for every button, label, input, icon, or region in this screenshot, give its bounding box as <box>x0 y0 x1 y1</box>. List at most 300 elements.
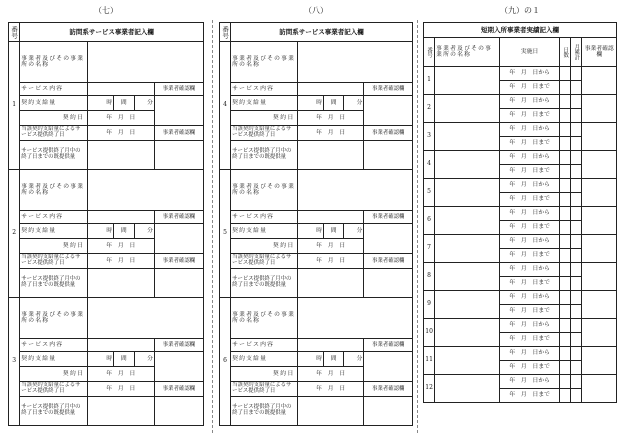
day-label: 日 <box>129 370 136 377</box>
date-from-field[interactable]: 年 月 日から <box>500 179 560 193</box>
contract-date-field[interactable] <box>87 367 154 382</box>
provider-name-field[interactable] <box>435 123 500 151</box>
block-row <box>9 126 204 141</box>
minutes-field[interactable] <box>344 224 364 239</box>
date-to-field[interactable]: 年 月 日まで <box>500 81 560 95</box>
day-label: 日 <box>129 114 136 121</box>
record-number: 5 <box>424 179 435 207</box>
day-count-field[interactable] <box>560 291 571 305</box>
confirm-field[interactable] <box>582 179 617 207</box>
block-row <box>220 170 413 211</box>
day-count-field[interactable] <box>560 221 571 235</box>
monthly-total-field[interactable] <box>571 333 582 347</box>
day-count-field[interactable] <box>560 95 571 109</box>
confirm-field[interactable] <box>364 397 413 426</box>
minute-label: 分 <box>356 227 363 234</box>
day-count-header: 日数 <box>560 38 571 67</box>
year-label: 年 <box>106 129 113 136</box>
day-count-field[interactable] <box>560 81 571 95</box>
confirm-header: 事業者確認欄 <box>154 83 203 96</box>
block-row <box>220 339 413 352</box>
year-label: 年 <box>316 370 322 377</box>
provider-name-field[interactable] <box>435 291 500 319</box>
confirm-field[interactable] <box>364 141 413 170</box>
record-row <box>424 319 617 333</box>
day-label: 日 <box>339 129 346 136</box>
confirm-header: 事業者確認欄 <box>364 126 413 141</box>
day-label: 日 <box>129 242 136 249</box>
panel-heading: （九）の１ <box>500 6 540 15</box>
monthly-total-field[interactable] <box>571 347 582 361</box>
service-content-field[interactable] <box>297 339 364 352</box>
provided-amount-field[interactable] <box>297 141 364 170</box>
date-to-field[interactable]: 年 月 日まで <box>500 109 560 123</box>
service-content-label: サービス内容 <box>231 211 298 224</box>
hours-field[interactable] <box>87 96 114 111</box>
confirm-header: 事業者確認欄 <box>364 382 413 397</box>
date-from-field[interactable]: 年 月 日から <box>500 95 560 109</box>
minutes-field[interactable] <box>134 224 154 239</box>
provided-amount-field[interactable] <box>87 269 154 298</box>
monthly-total-field[interactable] <box>571 81 582 95</box>
month-label: 月 <box>327 114 334 121</box>
block-row <box>9 382 204 397</box>
month-label: 月 <box>117 129 124 136</box>
end-date-label: 当該契約支給量によるサービス提供終了日 <box>20 382 87 397</box>
provided-amount-label: サービス提供終了月中の終了日までの既提供量 <box>231 141 298 170</box>
record-row <box>424 347 617 361</box>
day-label: 日 <box>129 257 136 264</box>
day-count-field[interactable] <box>560 109 571 123</box>
hour-label: 時 <box>106 355 113 362</box>
provided-amount-label: サービス提供終了月中の終了日までの既提供量 <box>20 397 87 426</box>
contract-date-field[interactable] <box>297 111 364 126</box>
form-title: 短期入所事業者実績記入欄 <box>424 23 617 38</box>
block-row <box>220 352 413 367</box>
header-row <box>424 23 617 38</box>
confirm-field[interactable] <box>364 352 413 382</box>
month-label: 月 <box>327 257 334 264</box>
monthly-total-field[interactable] <box>571 277 582 291</box>
day-label: 日 <box>339 114 346 121</box>
confirm-field[interactable] <box>582 319 617 347</box>
day-count-field[interactable] <box>560 319 571 333</box>
confirm-field[interactable] <box>582 151 617 179</box>
contract-date-label: 契約日 <box>231 367 298 382</box>
day-count-field[interactable] <box>560 179 571 193</box>
block-number: 3 <box>9 298 20 426</box>
month-label: 月 <box>117 385 124 392</box>
service-content-field[interactable] <box>87 339 154 352</box>
provided-amount-label: サービス提供終了月中の終了日までの既提供量 <box>20 269 87 298</box>
date-to-field[interactable]: 年 月 日まで <box>500 249 560 263</box>
block-row <box>9 141 204 170</box>
contract-date-label: 契約日 <box>20 239 87 254</box>
monthly-total-field[interactable] <box>571 109 582 123</box>
hour-label: 時 <box>316 99 323 106</box>
record-row <box>424 123 617 137</box>
end-date-field[interactable] <box>87 254 154 269</box>
confirm-field[interactable] <box>364 269 413 298</box>
day-count-field[interactable] <box>560 277 571 291</box>
record-number: 12 <box>424 375 435 403</box>
date-from-field[interactable]: 年 月 日から <box>500 67 560 81</box>
day-count-field[interactable] <box>560 305 571 319</box>
hours-field[interactable] <box>297 96 323 111</box>
hours-suffix: 間 <box>324 96 344 111</box>
provider-name-field[interactable] <box>87 170 203 211</box>
form-title: 訪問系サービス事業者記入欄 <box>231 23 413 42</box>
date-from-field[interactable]: 年 月 日から <box>500 123 560 137</box>
service-content-field[interactable] <box>87 211 154 224</box>
year-label: 年 <box>316 242 322 249</box>
contract-amount-label: 契約支給量 <box>231 96 298 111</box>
date-to-field[interactable]: 年 月 日まで <box>500 221 560 235</box>
provided-amount-label: サービス提供終了月中の終了日までの既提供量 <box>231 397 298 426</box>
minutes-field[interactable] <box>344 352 364 367</box>
provided-amount-field[interactable] <box>87 141 154 170</box>
form-title: 訪問系サービス事業者記入欄 <box>20 23 204 42</box>
panel-9-1 <box>423 0 617 403</box>
end-date-field[interactable] <box>87 382 154 397</box>
provider-name-field[interactable] <box>435 67 500 95</box>
day-label: 日 <box>129 129 136 136</box>
service-content-label: サービス内容 <box>20 339 87 352</box>
monthly-total-field[interactable] <box>571 193 582 207</box>
record-number: 8 <box>424 263 435 291</box>
confirm-field[interactable] <box>582 235 617 263</box>
end-date-field[interactable] <box>87 126 154 141</box>
hours-suffix: 間 <box>324 352 344 367</box>
service-content-field[interactable] <box>297 83 364 96</box>
year-label: 年 <box>316 385 322 392</box>
month-label: 月 <box>117 114 124 121</box>
monthly-total-field[interactable] <box>571 67 582 81</box>
monthly-total-field[interactable] <box>571 165 582 179</box>
year-label: 年 <box>316 114 322 121</box>
block-row <box>220 96 413 111</box>
month-label: 月 <box>327 129 334 136</box>
block-row <box>9 211 204 224</box>
provider-name-field[interactable] <box>435 179 500 207</box>
month-label: 月 <box>327 370 334 377</box>
confirm-header: 事業者確認欄 <box>364 83 413 96</box>
record-row <box>424 95 617 109</box>
confirm-field[interactable] <box>154 224 203 254</box>
provider-name-field[interactable] <box>435 95 500 123</box>
provider-name-label: 事業者及びその事業所の名称 <box>20 298 87 339</box>
contract-amount-label: 契約支給量 <box>20 224 87 239</box>
block-row <box>220 397 413 426</box>
date-from-field[interactable]: 年 月 日から <box>500 347 560 361</box>
day-count-field[interactable] <box>560 249 571 263</box>
date-from-field[interactable]: 年 月 日から <box>500 319 560 333</box>
hours-field[interactable] <box>297 352 323 367</box>
day-count-field[interactable] <box>560 67 571 81</box>
hour-label: 時 <box>106 227 113 234</box>
day-count-field[interactable] <box>560 375 571 389</box>
confirm-header: 事業者確認欄 <box>364 339 413 352</box>
day-label: 日 <box>339 257 346 264</box>
day-count-field[interactable] <box>560 207 571 221</box>
divider-left <box>212 20 213 433</box>
confirm-header: 事業者確認欄 <box>154 382 203 397</box>
date-to-field[interactable]: 年 月 日まで <box>500 165 560 179</box>
provider-name-field[interactable] <box>87 42 203 83</box>
confirm-field[interactable] <box>582 67 617 95</box>
confirm-field[interactable] <box>582 291 617 319</box>
provider-name-field[interactable] <box>435 347 500 375</box>
monthly-total-field[interactable] <box>571 95 582 109</box>
end-date-label: 当該契約支給量によるサービス提供終了日 <box>231 382 298 397</box>
confirm-field[interactable] <box>582 95 617 123</box>
block-row <box>9 339 204 352</box>
provider-name-label: 事業者及びその事業所の名称 <box>231 170 298 211</box>
monthly-total-field[interactable] <box>571 123 582 137</box>
hours-field[interactable] <box>297 224 323 239</box>
end-date-label: 当該契約支給量によるサービス提供終了日 <box>20 126 87 141</box>
confirm-field[interactable] <box>154 352 203 382</box>
provided-amount-field[interactable] <box>87 397 154 426</box>
block-row <box>220 224 413 239</box>
panel-heading: （八） <box>304 6 328 15</box>
contract-date-field[interactable] <box>297 239 364 254</box>
provider-name-field[interactable] <box>297 170 412 211</box>
provider-name-field[interactable] <box>435 235 500 263</box>
divider-right <box>417 20 418 433</box>
confirm-field[interactable] <box>582 263 617 291</box>
minute-label: 分 <box>356 99 363 106</box>
hour-label: 時 <box>316 355 323 362</box>
confirm-header: 事業者確認欄 <box>364 211 413 224</box>
panel-7 <box>8 0 204 426</box>
provider-name-header: 事業者及びその事業所の名称 <box>435 38 500 67</box>
provider-name-field[interactable] <box>87 298 203 339</box>
confirm-header: 事業者確認欄 <box>154 339 203 352</box>
provider-name-label: 事業者及びその事業所の名称 <box>231 42 298 83</box>
minute-label: 分 <box>147 227 153 234</box>
block-row <box>220 254 413 269</box>
contract-date-field[interactable] <box>87 111 154 126</box>
year-label: 年 <box>106 242 113 249</box>
minutes-field[interactable] <box>134 96 154 111</box>
service-content-field[interactable] <box>87 83 154 96</box>
block-number: 6 <box>220 298 231 426</box>
monthly-total-field[interactable] <box>571 179 582 193</box>
record-row <box>424 207 617 221</box>
service-content-field[interactable] <box>297 211 364 224</box>
block-row <box>9 352 204 367</box>
monthly-total-field[interactable] <box>571 263 582 277</box>
short-stay-table <box>423 22 617 403</box>
number-header: 番号 <box>424 38 435 67</box>
monthly-total-field[interactable] <box>571 361 582 375</box>
day-label: 日 <box>339 242 346 249</box>
confirm-field[interactable] <box>154 141 203 170</box>
column-header-row <box>424 38 617 67</box>
end-date-field[interactable] <box>297 254 364 269</box>
confirm-field[interactable] <box>582 375 617 403</box>
date-to-field[interactable]: 年 月 日まで <box>500 389 560 403</box>
day-count-field[interactable] <box>560 263 571 277</box>
provider-name-field[interactable] <box>435 263 500 291</box>
record-number: 11 <box>424 347 435 375</box>
block-number: 4 <box>220 42 231 170</box>
minutes-field[interactable] <box>134 352 154 367</box>
contract-date-label: 契約日 <box>231 111 298 126</box>
date-from-field[interactable]: 年 月 日から <box>500 151 560 165</box>
month-label: 月 <box>117 257 124 264</box>
date-from-field[interactable]: 年 月 日から <box>500 291 560 305</box>
day-label: 日 <box>339 385 346 392</box>
hours-field[interactable] <box>87 224 114 239</box>
record-row <box>424 235 617 249</box>
provider-name-field[interactable] <box>435 151 500 179</box>
end-date-field[interactable] <box>297 382 364 397</box>
provided-amount-label: サービス提供終了月中の終了日までの既提供量 <box>231 269 298 298</box>
contract-date-field[interactable] <box>297 367 364 382</box>
hours-suffix: 間 <box>114 224 134 239</box>
monthly-total-field[interactable] <box>571 151 582 165</box>
block-row <box>220 126 413 141</box>
number-header: 番号 <box>9 23 20 42</box>
day-count-field[interactable] <box>560 347 571 361</box>
contract-amount-label: 契約支給量 <box>20 352 87 367</box>
day-count-field[interactable] <box>560 235 571 249</box>
date-to-field[interactable]: 年 月 日まで <box>500 305 560 319</box>
block-row <box>220 382 413 397</box>
provider-name-field[interactable] <box>297 42 412 83</box>
date-to-field[interactable]: 年 月 日まで <box>500 277 560 291</box>
date-from-field[interactable]: 年 月 日から <box>500 263 560 277</box>
panel-8 <box>219 0 413 426</box>
contract-amount-label: 契約支給量 <box>20 96 87 111</box>
confirm-header: 事業者確認欄 <box>582 38 617 67</box>
date-to-field[interactable]: 年 月 日まで <box>500 137 560 151</box>
record-number: 4 <box>424 151 435 179</box>
monthly-total-field[interactable] <box>571 221 582 235</box>
confirm-field[interactable] <box>582 123 617 151</box>
provider-name-field[interactable] <box>435 319 500 347</box>
monthly-total-header: 月累計 <box>571 38 582 67</box>
record-number: 9 <box>424 291 435 319</box>
confirm-field[interactable] <box>154 397 203 426</box>
provider-name-field[interactable] <box>297 298 412 339</box>
record-number: 6 <box>424 207 435 235</box>
date-to-field[interactable]: 年 月 日まで <box>500 193 560 207</box>
hours-suffix: 間 <box>114 352 134 367</box>
monthly-total-field[interactable] <box>571 319 582 333</box>
monthly-total-field[interactable] <box>571 291 582 305</box>
hours-field[interactable] <box>87 352 114 367</box>
monthly-total-field[interactable] <box>571 137 582 151</box>
header-row <box>9 23 204 42</box>
contract-date-field[interactable] <box>87 239 154 254</box>
day-count-field[interactable] <box>560 193 571 207</box>
monthly-total-field[interactable] <box>571 375 582 389</box>
end-date-label: 当該契約支給量によるサービス提供終了日 <box>231 254 298 269</box>
confirm-header: 事業者確認欄 <box>154 211 203 224</box>
confirm-field[interactable] <box>154 96 203 126</box>
block-row <box>220 141 413 170</box>
day-count-field[interactable] <box>560 151 571 165</box>
year-label: 年 <box>106 257 113 264</box>
day-count-field[interactable] <box>560 123 571 137</box>
block-row <box>9 254 204 269</box>
confirm-field[interactable] <box>364 96 413 126</box>
provided-amount-field[interactable] <box>297 397 364 426</box>
monthly-total-field[interactable] <box>571 207 582 221</box>
day-count-field[interactable] <box>560 389 571 403</box>
day-count-field[interactable] <box>560 361 571 375</box>
block-row <box>220 83 413 96</box>
block-row <box>220 211 413 224</box>
provider-name-field[interactable] <box>435 207 500 235</box>
year-label: 年 <box>106 370 113 377</box>
service-content-label: サービス内容 <box>231 83 298 96</box>
service-date-header: 実施日 <box>500 38 560 67</box>
provider-name-field[interactable] <box>435 375 500 403</box>
record-row <box>424 263 617 277</box>
year-label: 年 <box>106 114 113 121</box>
block-number: 1 <box>9 42 20 170</box>
confirm-field[interactable] <box>154 269 203 298</box>
monthly-total-field[interactable] <box>571 305 582 319</box>
year-label: 年 <box>316 129 322 136</box>
block-row <box>9 224 204 239</box>
month-label: 月 <box>327 242 334 249</box>
service-content-label: サービス内容 <box>20 83 87 96</box>
record-number: 10 <box>424 319 435 347</box>
day-count-field[interactable] <box>560 137 571 151</box>
end-date-label: 当該契約支給量によるサービス提供終了日 <box>20 254 87 269</box>
minute-label: 分 <box>147 99 153 106</box>
date-from-field[interactable]: 年 月 日から <box>500 207 560 221</box>
contract-amount-label: 契約支給量 <box>231 352 298 367</box>
block-row <box>9 96 204 111</box>
date-from-field[interactable]: 年 月 日から <box>500 375 560 389</box>
block-row <box>220 42 413 83</box>
record-number: 2 <box>424 95 435 123</box>
block-number: 2 <box>9 170 20 298</box>
hour-label: 時 <box>316 227 323 234</box>
record-number: 3 <box>424 123 435 151</box>
number-header: 番号 <box>220 23 231 42</box>
confirm-field[interactable] <box>582 347 617 375</box>
provided-amount-field[interactable] <box>297 269 364 298</box>
day-label: 日 <box>339 370 346 377</box>
day-count-field[interactable] <box>560 333 571 347</box>
record-row <box>424 67 617 81</box>
confirm-header: 事業者確認欄 <box>154 254 203 269</box>
confirm-field[interactable] <box>582 207 617 235</box>
monthly-total-field[interactable] <box>571 249 582 263</box>
day-count-field[interactable] <box>560 165 571 179</box>
date-to-field[interactable]: 年 月 日まで <box>500 361 560 375</box>
monthly-total-field[interactable] <box>571 235 582 249</box>
provider-name-label: 事業者及びその事業所の名称 <box>20 42 87 83</box>
confirm-field[interactable] <box>364 224 413 254</box>
panel-heading: （七） <box>94 6 118 15</box>
date-from-field[interactable]: 年 月 日から <box>500 235 560 249</box>
minutes-field[interactable] <box>344 96 364 111</box>
end-date-field[interactable] <box>297 126 364 141</box>
monthly-total-field[interactable] <box>571 389 582 403</box>
date-to-field[interactable]: 年 月 日まで <box>500 333 560 347</box>
record-row <box>424 179 617 193</box>
provided-amount-label: サービス提供終了月中の終了日までの既提供量 <box>20 141 87 170</box>
block-row <box>9 83 204 96</box>
